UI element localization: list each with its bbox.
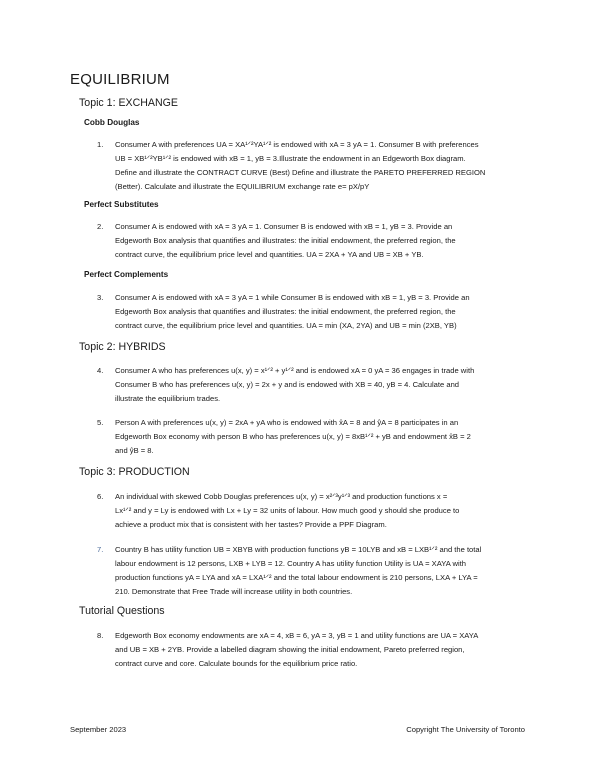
- question-number: 3.: [97, 293, 104, 302]
- question-line: (Better). Calculate and illustrate the EQUILIBRIUM exchange rate e= pX/pY: [115, 182, 370, 191]
- page-title: EQUILIBRIUM: [70, 71, 170, 88]
- question-line: Edgeworth Box economy endowments are xA = 4, xB = 6, yA = 3, yB = 1 and utility functions are UA = XAYA: [115, 631, 479, 640]
- question-line: Consumer A is endowed with xA = 3 yA = 1 while Consumer B is endowed with xB = 1, yB = 3. Provide an: [115, 293, 470, 302]
- question-line: Consumer B who has preferences u(x, y) = 2x + y and is endowed with XB = 40, yB = 4. Calculate and: [115, 380, 460, 389]
- topic-exchange-heading: Topic 1: EXCHANGE: [79, 97, 178, 109]
- question-line: and UB = XB + 2YB. Provide a labelled diagram showing the initial endowment, Pareto preferred region,: [115, 645, 465, 654]
- question-line: and ŷB = 8.: [115, 446, 154, 455]
- question-line: illustrate the equilibrium trades.: [115, 394, 221, 403]
- question-6: [97, 490, 529, 532]
- question-line: Person A with preferences u(x, y) = 2xA + yA who is endowed with x̂A = 8 and ŷA = 8 participates in an: [115, 418, 459, 427]
- question-line: Edgeworth Box analysis that quantifies and illustrates: the initial endowment, the preferred region, the: [115, 236, 456, 245]
- question-1: [97, 138, 529, 194]
- question-line: Edgeworth Box economy with person B who has preferences u(x, y) = 8xB¹ᐟ² + yB and endowment x̂B = 2: [115, 432, 471, 441]
- question-number: 5.: [97, 418, 104, 427]
- question-7: [97, 543, 529, 599]
- question-line: contract curve, the equilibrium price level and quantities. UA = min (XA, 2YA) and UB = min (2XB, YB): [115, 321, 457, 330]
- question-line: Consumer A with preferences UA = XA¹ᐟ²YA¹ᐟ² is endowed with xA = 3 yA = 1. Consumer B with preferences: [115, 140, 479, 149]
- question-line: Consumer A is endowed with xA = 3 yA = 1. Consumer B is endowed with xB = 1, yB = 3. Provide an: [115, 222, 453, 231]
- question-4: [97, 364, 529, 406]
- question-line: achieve a product mix that is consistent with her tastes? Provide a PPF Diagram.: [115, 520, 387, 529]
- question-8: [97, 629, 529, 671]
- question-line: Country B has utility function UB = XBYB with production functions yB = 10LYB and xB = LXB¹ᐟ² and the total: [115, 545, 482, 554]
- question-line: contract curve and core. Calculate bounds for the equilibrium price ratio.: [115, 659, 358, 668]
- footer-copyright: Copyright The University of Toronto: [406, 725, 525, 734]
- question-3: [97, 291, 529, 333]
- question-number: 6.: [97, 492, 104, 501]
- perfect-substitutes-subheading: Perfect Substitutes: [84, 200, 159, 209]
- question-line: labour endowment is 12 persons, LXB + LYB = 12. Country A has utility function Utility is UA = XAYA with: [115, 559, 466, 568]
- question-line: An individual with skewed Cobb Douglas preferences u(x, y) = x²ᐟ³y¹ᐟ³ and production functions x =: [115, 492, 448, 501]
- topic-production-heading: Topic 3: PRODUCTION: [79, 466, 190, 478]
- question-line: Lx¹ᐟ² and y = Ly is endowed with Lx + Ly = 32 units of labour. How much good y should she produce to: [115, 506, 460, 515]
- question-2: [97, 220, 529, 262]
- question-number: 2.: [97, 222, 104, 231]
- perfect-complements-subheading: Perfect Complements: [84, 270, 169, 279]
- question-number: 7.: [97, 545, 104, 554]
- topic-tutorial-heading: Tutorial Questions: [79, 605, 165, 617]
- question-line: Edgeworth Box analysis that quantifies and illustrates: the initial endowment, the preferred region, the: [115, 307, 456, 316]
- question-number: 8.: [97, 631, 104, 640]
- topic-hybrids-heading: Topic 2: HYBRIDS: [79, 341, 166, 353]
- question-line: contract curve, the equilibrium price level and quantities. UA = 2XA + YA and UB = XB + YB.: [115, 250, 424, 259]
- cobb-douglas-subheading: Cobb Douglas: [84, 118, 140, 127]
- question-line: Consumer A who has preferences u(x, y) = x¹ᐟ² + y¹ᐟ² and is endowed xA = 0 yA = 36 engages in trade with: [115, 366, 475, 375]
- question-line: UB = XB¹ᐟ²YB¹ᐟ² is endowed with xB = 1, yB = 3.Illustrate the endowment in an Edgeworth Box diagram.: [115, 154, 466, 163]
- footer-date: September 2023: [70, 725, 127, 734]
- question-5: [97, 416, 529, 458]
- question-number: 4.: [97, 366, 104, 375]
- question-line: Define and illustrate the CONTRACT CURVE (Best) Define and illustrate the PARETO PREFERRED REGION: [115, 168, 486, 177]
- question-line: production functions yA = LYA and xA = LXA¹ᐟ² and the total labour endowment is 210 persons, LXA + LYA =: [115, 573, 478, 582]
- question-line: 210. Demonstrate that Free Trade will increase utility in both countries.: [115, 587, 353, 596]
- question-number: 1.: [97, 140, 104, 149]
